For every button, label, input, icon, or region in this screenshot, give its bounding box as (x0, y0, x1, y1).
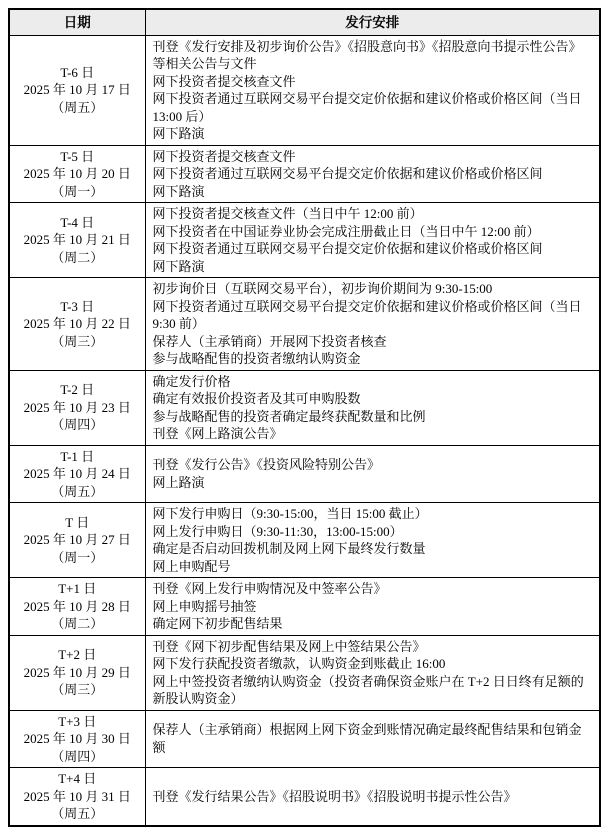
date-label: 2025 年 10 月 31 日 (23, 788, 131, 804)
day-label: T-5 日 (60, 148, 95, 164)
arrangement-cell (145, 710, 600, 768)
arrangement-item: 确定发行价格 (152, 373, 231, 389)
arrangement-item: 保荐人（主承销商）根据网上网下资金到账情况确定最终配售结果和包销金额 (152, 722, 582, 755)
date-cell (9, 578, 145, 636)
date-label: 2025 年 10 月 30 日 (23, 731, 131, 746)
arrangement-cell (145, 768, 600, 826)
arrangement-cell (145, 503, 600, 578)
arrangement-item: 网上发行申购日（9:30-11:30，13:00-15:00） (152, 523, 403, 539)
arrangement-cell (145, 35, 600, 145)
table-body (9, 35, 600, 826)
table-row (9, 445, 600, 503)
date-label: 2025 年 10 月 20 日 (23, 166, 131, 181)
day-label: T 日 (65, 514, 90, 530)
arrangement-item: 网上申购摇号抽签 (152, 598, 257, 614)
column-header-date: 日期 (9, 9, 145, 35)
arrangement-item: 参与战略配售的投资者确定最终获配数量和比例 (152, 408, 426, 424)
table-row (9, 710, 600, 768)
weekday-label: （周四） (51, 748, 104, 764)
date-cell (9, 635, 145, 710)
arrangement-item: 网下路演 (152, 258, 205, 274)
arrangement-item: 网下发行获配投资者缴款，认购资金到账截止 16:00 (152, 656, 446, 671)
weekday-label: （周一） (51, 183, 104, 199)
day-label: T-1 日 (60, 448, 95, 464)
table-row (9, 768, 600, 826)
day-label: T-2 日 (60, 382, 95, 398)
weekday-label: （周五） (51, 806, 104, 821)
date-cell (9, 503, 145, 578)
arrangement-item: 网上申购配号 (152, 558, 231, 574)
weekday-label: （周一） (51, 549, 104, 565)
arrangement-item: 网上路演 (152, 474, 205, 490)
arrangement-cell (145, 145, 600, 203)
arrangement-item: 网下投资者通过互联网交易平台提交定价依据和建议价格或价格区间 (152, 241, 543, 256)
weekday-label: （周三） (51, 682, 104, 698)
date-cell (9, 278, 145, 371)
weekday-label: （周四） (51, 417, 104, 433)
date-cell (9, 203, 145, 278)
arrangement-item: 刊登《发行公告》《投资风险特别公告》 (152, 457, 381, 473)
table-row (9, 278, 600, 371)
arrangement-item: 网下投资者在中国证券业协会完成注册截止日（当日中午 12:00 前） (152, 223, 540, 239)
arrangement-item: 网下投资者通过互联网交易平台提交定价依据和建议价格或价格区间（当日 13:00 后） (152, 91, 582, 124)
day-label: T+2 日 (58, 647, 97, 663)
date-label: 2025 年 10 月 24 日 (23, 466, 131, 481)
table-row (9, 503, 600, 578)
arrangement-cell (145, 578, 600, 636)
date-label: 2025 年 10 月 29 日 (23, 664, 131, 680)
arrangement-item: 保荐人（主承销商）开展网下投资者核查 (152, 333, 387, 349)
date-label: 2025 年 10 月 28 日 (23, 598, 131, 614)
arrangement-cell (145, 278, 600, 371)
day-label: T-3 日 (60, 298, 95, 314)
weekday-label: （周五） (51, 99, 104, 115)
arrangement-item: 网下发行申购日（9:30-15:00，当日 15:00 截止） (152, 506, 428, 521)
arrangement-item: 刊登《发行安排及初步询价公告》《招股意向书》《招股意向书提示性公告》等相关公告与文件 (152, 38, 582, 71)
date-label: 2025 年 10 月 17 日 (23, 82, 131, 98)
day-label: T+3 日 (58, 713, 97, 729)
arrangement-item: 网下投资者通过互联网交易平台提交定价依据和建议价格或价格区间 (152, 166, 543, 181)
header-row (9, 9, 600, 35)
date-cell (9, 370, 145, 445)
table-row (9, 635, 600, 710)
weekday-label: （周三） (51, 333, 104, 349)
weekday-label: （周二） (51, 249, 104, 265)
arrangement-item: 刊登《网上发行申购情况及中签率公告》 (152, 581, 387, 596)
arrangement-item: 网下投资者提交核查文件 (152, 73, 296, 89)
arrangement-item: 刊登《发行结果公告》《招股说明书》《招股说明书提示性公告》 (152, 788, 517, 804)
table-row (9, 35, 600, 145)
day-label: T-6 日 (60, 64, 95, 80)
arrangement-cell (145, 203, 600, 278)
weekday-label: （周五） (51, 483, 104, 499)
arrangement-item: 网下路演 (152, 183, 205, 199)
date-cell (9, 445, 145, 503)
table-row (9, 578, 600, 636)
arrangement-item: 网下投资者提交核查文件 (152, 148, 296, 164)
arrangement-item: 确定网下初步配售结果 (152, 616, 283, 631)
arrangement-item: 刊登《网下初步配售结果及网上中签结果公告》 (152, 638, 426, 654)
column-header-arrangement: 发行安排 (145, 9, 600, 35)
arrangement-item: 网下路演 (152, 126, 205, 141)
date-cell (9, 145, 145, 203)
date-cell (9, 35, 145, 145)
day-label: T+4 日 (58, 771, 97, 786)
table-row (9, 370, 600, 445)
date-cell (9, 768, 145, 826)
issuance-schedule-table (8, 8, 601, 827)
arrangement-item: 初步询价日（互联网交易平台），初步询价期间为 9:30-15:00 (152, 281, 493, 296)
day-label: T+1 日 (58, 581, 97, 596)
arrangement-item: 网下投资者通过互联网交易平台提交定价依据和建议价格或价格区间（当日 9:30 前） (152, 298, 582, 331)
day-label: T-4 日 (60, 214, 95, 230)
arrangement-item: 刊登《网上路演公告》 (152, 426, 283, 441)
arrangement-cell (145, 635, 600, 710)
date-label: 2025 年 10 月 27 日 (23, 532, 131, 548)
arrangement-item: 确定是否启动回拨机制及网上网下最终发行数量 (152, 541, 426, 556)
date-label: 2025 年 10 月 22 日 (23, 316, 131, 331)
arrangement-item: 网下投资者提交核查文件（当日中午 12:00 前） (152, 206, 423, 221)
arrangement-item: 确定有效报价投资者及其可申购股数 (152, 391, 361, 406)
table-row (9, 145, 600, 203)
date-cell (9, 710, 145, 768)
date-label: 2025 年 10 月 23 日 (23, 399, 131, 415)
weekday-label: （周二） (51, 616, 104, 631)
arrangement-item: 参与战略配售的投资者缴纳认购资金 (152, 351, 361, 366)
date-label: 2025 年 10 月 21 日 (23, 232, 131, 248)
table-row (9, 203, 600, 278)
arrangement-cell (145, 445, 600, 503)
arrangement-item: 网上中签投资者缴纳认购资金（投资者确保资金账户在 T+2 日日终有足额的新股认购资金） (152, 673, 584, 706)
arrangement-cell (145, 370, 600, 445)
